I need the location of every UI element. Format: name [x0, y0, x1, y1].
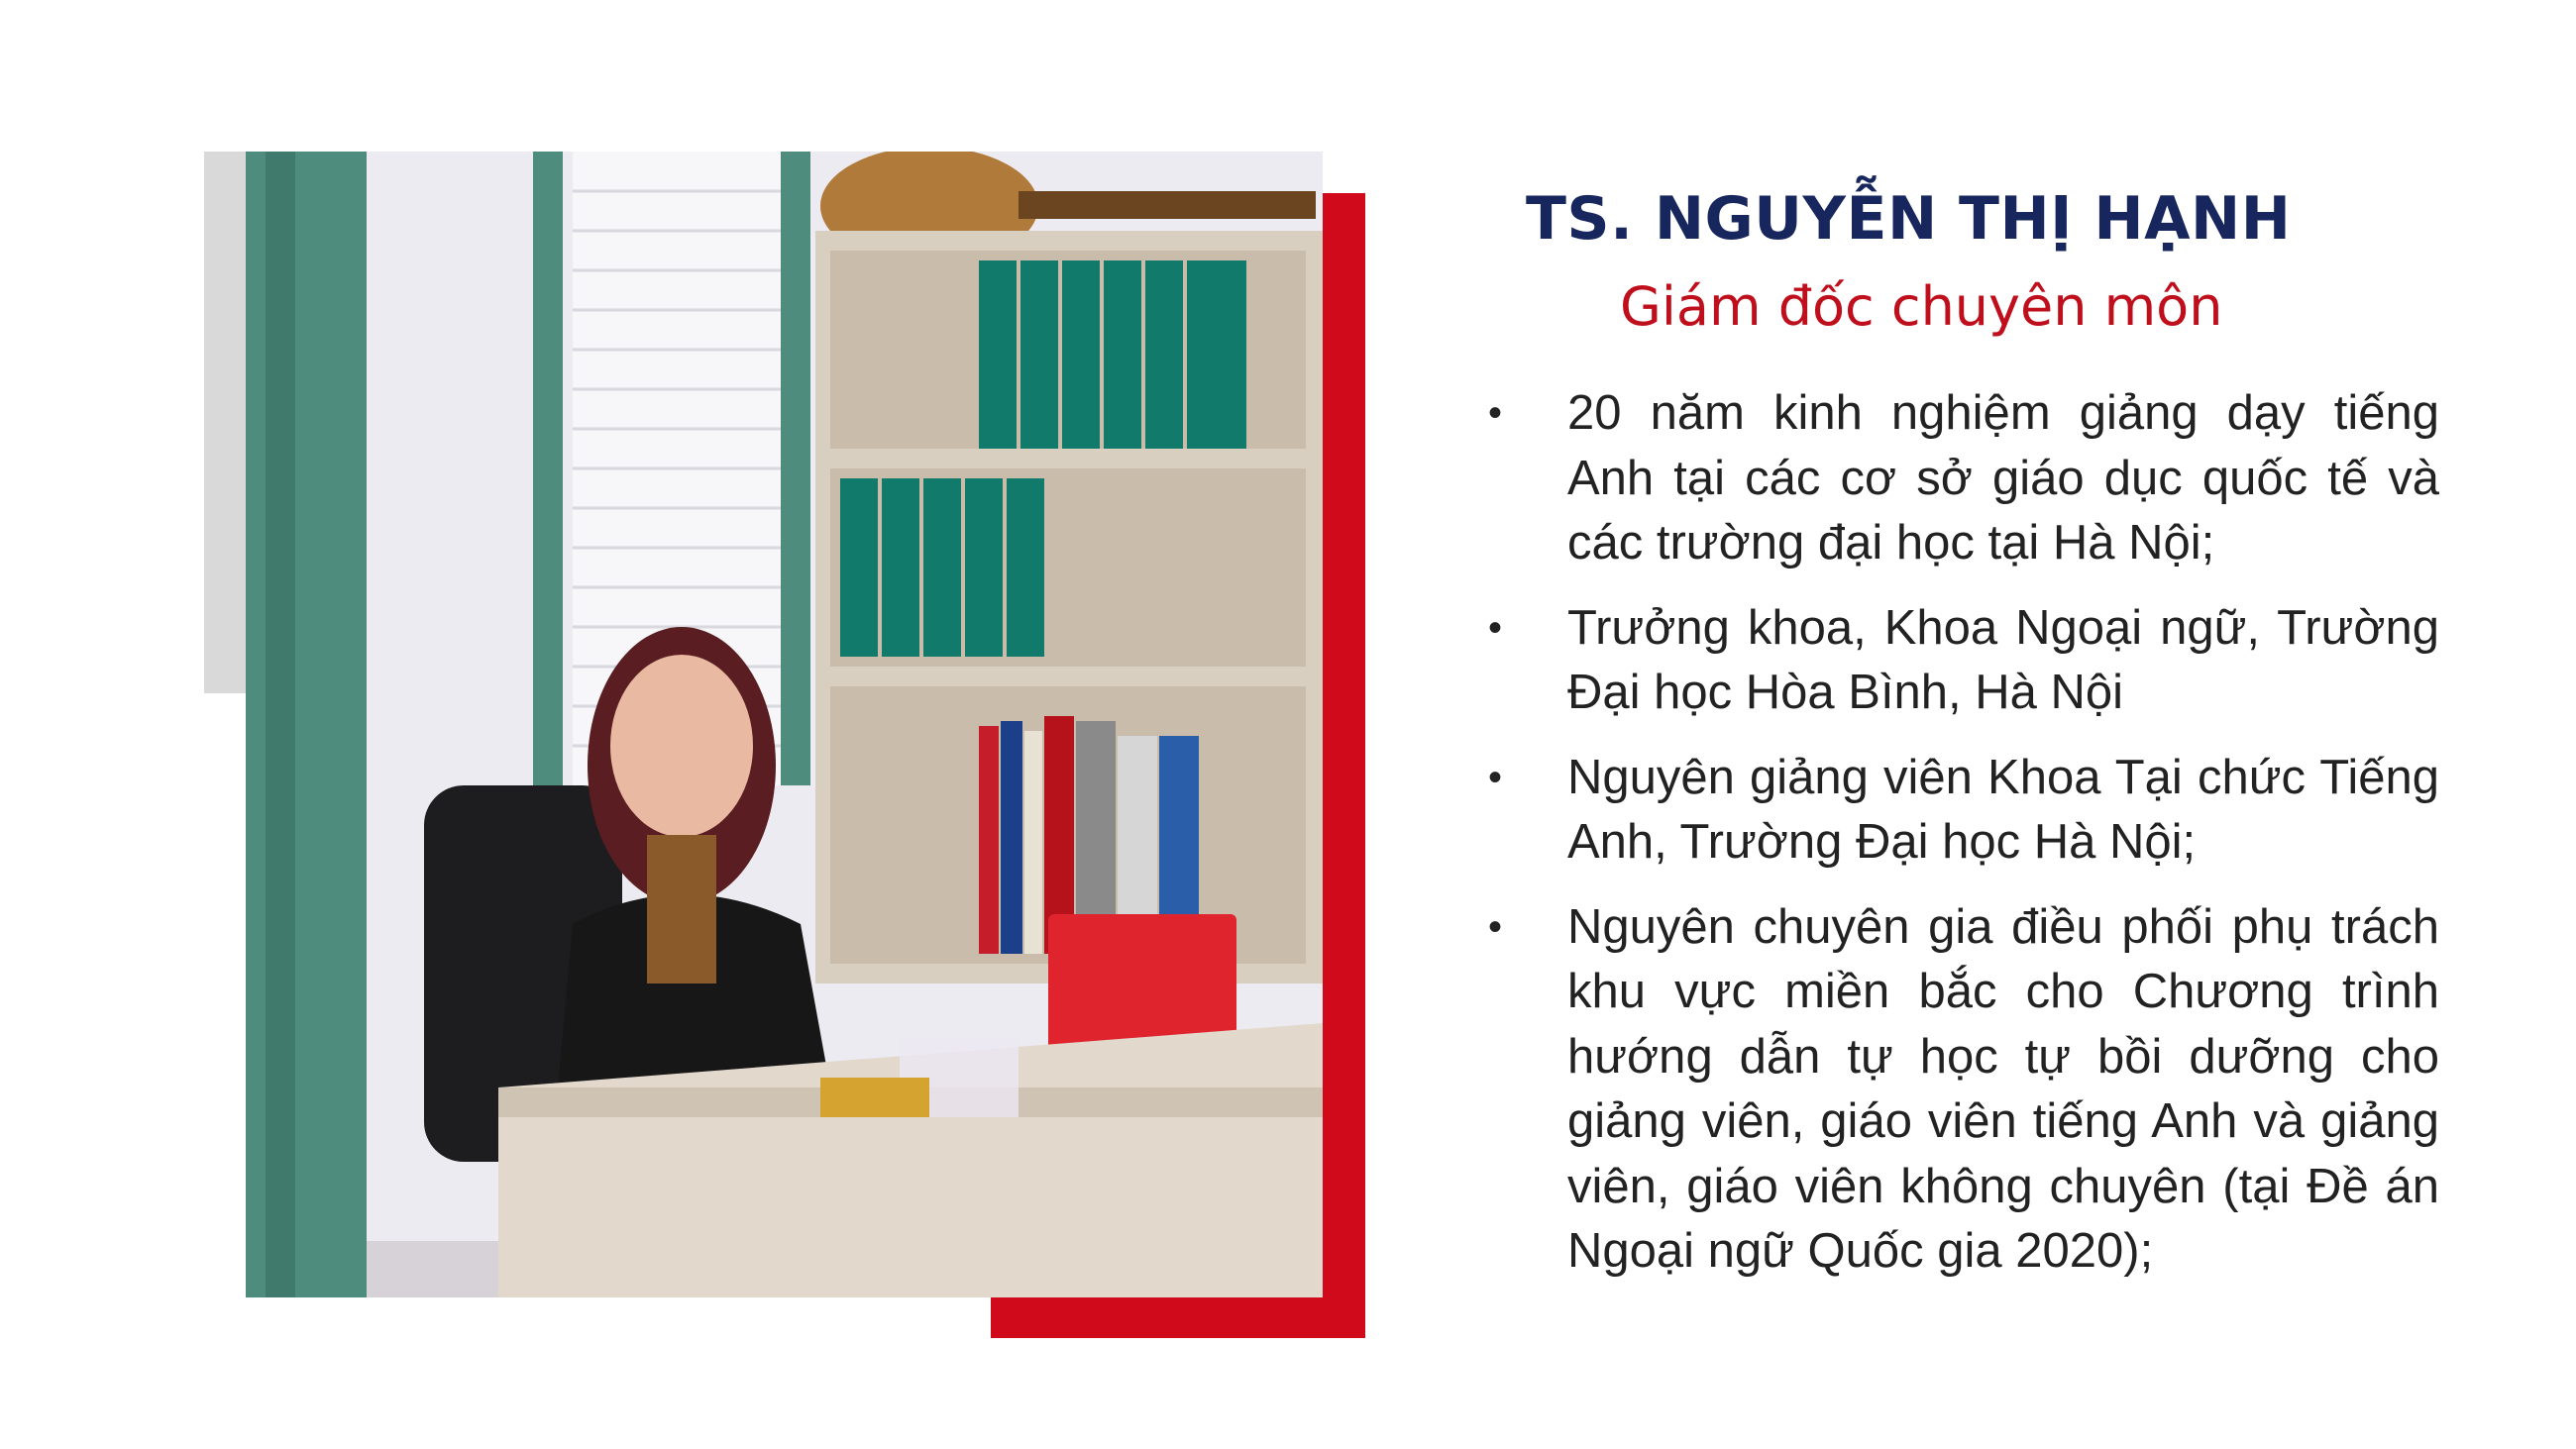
achievements-list: [1476, 381, 2439, 1304]
list-item-text: Nguyên chuyên gia điều phối phụ trách khu vực miền bắc cho Chương trình hướng dẫn tự học tự bồi dưỡng cho giảng viên, giáo viên tiếng Anh và giảng viên, giáo viên không chuyên (tại Đề án Ngoại ngữ Quốc gia 2020);: [1567, 899, 2439, 1278]
bullet-icon: •: [1488, 904, 1503, 949]
bullet-icon: •: [1488, 391, 1503, 435]
person-name-title: TS. NGUYỄN THỊ HẠNH: [1526, 184, 2292, 254]
list-item: [1476, 596, 2439, 726]
bullet-icon: •: [1488, 605, 1503, 650]
list-item-text: Nguyên giảng viên Khoa Tại chức Tiếng Anh, Trường Đại học Hà Nội;: [1567, 750, 2439, 869]
person-role-subtitle: Giám đốc chuyên môn: [1620, 275, 2223, 338]
list-item-text: 20 năm kinh nghiệm giảng dạy tiếng Anh tại các cơ sở giáo dục quốc tế và các trường đại học tại Hà Nội;: [1567, 386, 2439, 569]
list-item-text: Trưởng khoa, Khoa Ngoại ngữ, Trường Đại học Hòa Bình, Hà Nội: [1567, 600, 2439, 719]
bullet-icon: •: [1488, 755, 1503, 799]
list-item: [1476, 381, 2439, 576]
list-item: [1476, 895, 2439, 1285]
portrait-photo: [246, 152, 1323, 1297]
list-item: [1476, 746, 2439, 876]
